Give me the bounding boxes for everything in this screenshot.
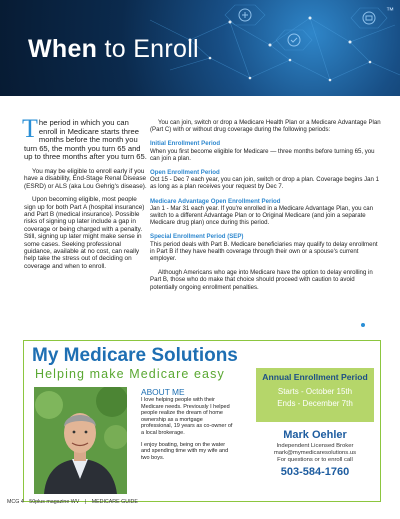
agent-call-prompt: For questions or to enroll call <box>277 457 353 463</box>
section-title-open: Open Enrollment Period <box>150 169 220 177</box>
footer-section: MEDICARE GUIDE <box>91 499 138 505</box>
eligibility-paragraph: You may be eligible to enroll early if you have a disability, End-Stage Renal Disease (ESRD) or ALS (aka Lou Gehrig's disease). <box>24 167 147 190</box>
page-title-bold: When <box>28 35 98 63</box>
left-column <box>22 114 148 276</box>
advertisement-box <box>23 340 381 502</box>
agent-phone-link[interactable]: 503-584-1760 <box>280 466 350 478</box>
end-mark-dot <box>361 323 365 327</box>
header-banner <box>0 0 400 96</box>
closing-paragraph: Although Americans who age into Medicare have the option to delay enrolling in Part B, those who do make that choice should proceed with caution to avoid potentially ongoing enrollment penalties. <box>150 269 373 291</box>
intro-paragraph <box>22 114 148 162</box>
ad-title: My Medicare Solutions <box>32 345 238 366</box>
about-text <box>141 397 235 466</box>
ad-tagline: Helping make Medicare easy <box>35 367 225 381</box>
signup-paragraph: Upon becoming eligible, most people sign up for both Part A (hospital insurance) and Part B (medical insurance). Possible risks of signing up later include a gap in coverage or being charged with a penalty. Still, signing up later might make sense in some cases. Seeking professional guidance, available at no cost, can really help take the stress out of deciding on coverage and when to enroll. <box>24 196 145 270</box>
page-title <box>28 35 199 64</box>
agent-title: Independent Licensed Broker <box>276 443 354 449</box>
about-paragraph-2: I enjoy boating, being on the water and spending time with my wife and two boys. <box>141 441 229 461</box>
intro-text: he period in which you can enroll in Medicare starts three months before the month you turn 65, the month you turn 65 and up to three months after you turn 65. <box>24 118 147 162</box>
agent-name: Mark Oehler <box>283 429 347 441</box>
right-column <box>150 119 383 291</box>
page-title-rest: to Enroll <box>104 35 199 63</box>
enrollment-start: Starts - October 15th <box>277 387 353 396</box>
enrollment-period-box <box>256 368 374 422</box>
section-body-special: This period deals with Part B. Medicare beneficiaries may qualify to delay enrollment in Part B if they have health coverage through their own or a spouse's current employer. <box>150 240 378 263</box>
dropcap: T <box>22 114 38 143</box>
about-heading: ABOUT ME <box>141 387 185 397</box>
section-body-open: Oct 15 - Dec 7 each year, you can join, switch or drop a plan. Coverage begins Jan 1 as long as a plan receives your request by Dec 7. <box>150 176 379 191</box>
periods-intro: You can join, switch or drop a Medicare Health Plan or a Medicare Advantage Plan (Part C) with or without drug coverage during the following periods: <box>150 119 381 134</box>
trademark-mark: ™ <box>386 6 394 15</box>
footer-publication: 50plus magazine WV <box>29 499 80 505</box>
footer-page-number: MCG 4 <box>7 499 24 505</box>
enrollment-end: Ends - December 7th <box>277 399 353 408</box>
section-title-advantage: Medicare Advantage Open Enrollment Period <box>150 197 281 205</box>
section-body-advantage: Jan 1 - Mar 31 each year. If you're enrolled in a Medicare Advantage Plan, you can switch to a different Advantage Plan or to Original Medicare (and join a separate Medicare drug plan) once during this period. <box>150 204 374 227</box>
page-footer <box>7 499 142 505</box>
section-title-special: Special Enrollment Period (SEP) <box>150 233 244 241</box>
footer-separator: | <box>84 499 87 505</box>
agent-photo <box>34 387 127 494</box>
section-body-initial: When you first become eligible for Medicare — three months before turning 65, you can join a plan. <box>150 147 375 162</box>
enrollment-heading: Annual Enrollment Period <box>262 372 368 382</box>
about-paragraph-1: I love helping people with their Medicare needs. Previously I helped people realize the dream of home ownership as a mortgage professional, 19 years as co-owner of a local brokerage. <box>141 397 233 436</box>
section-title-initial: Initial Enrollment Period <box>150 140 221 148</box>
agent-email-link[interactable]: mark@mymedicaresolutions.us <box>273 450 357 456</box>
